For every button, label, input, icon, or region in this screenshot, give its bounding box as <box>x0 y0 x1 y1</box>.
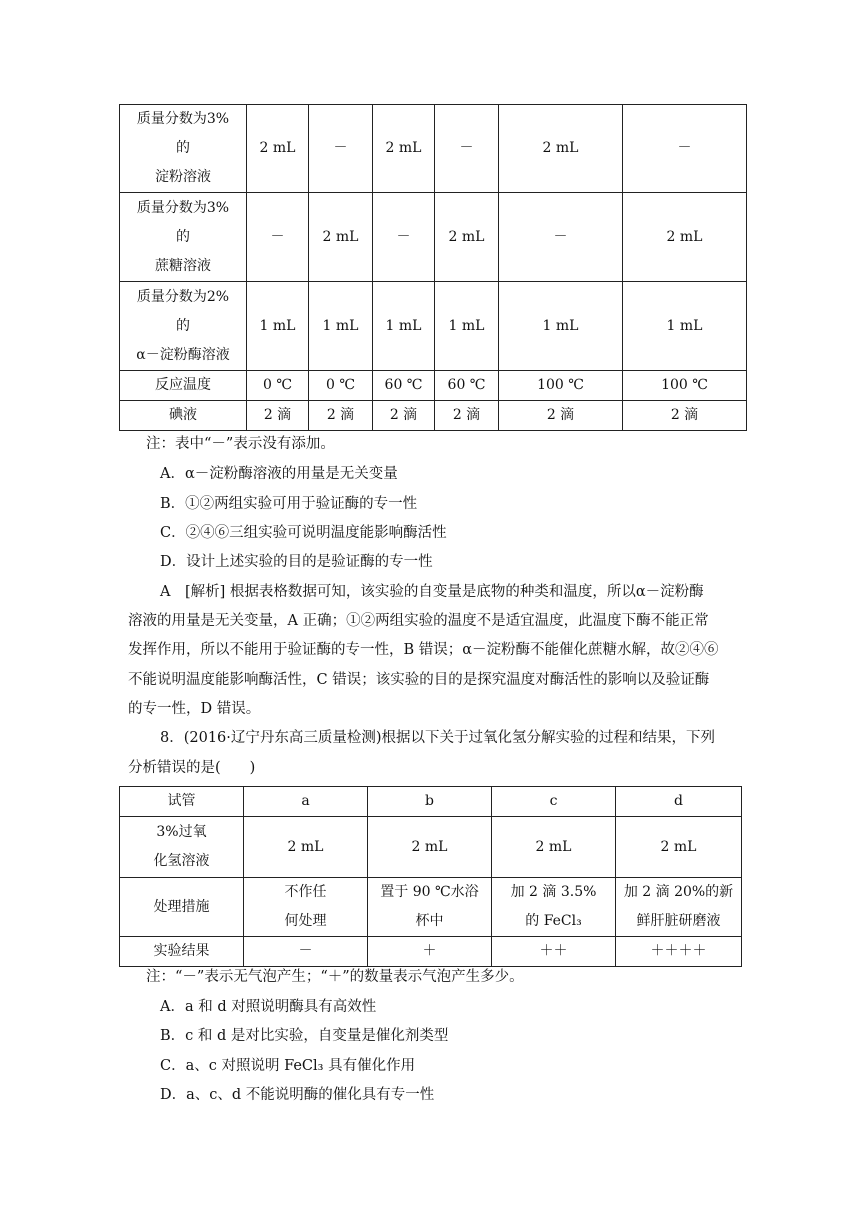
table-cell <box>616 817 742 878</box>
option-a: A．α－淀粉酶溶液的用量是无关变量 <box>160 466 398 482</box>
header-cell: c <box>492 787 616 817</box>
option-b: B．①②两组实验可用于验证酶的专一性 <box>160 496 418 512</box>
table-cell: 1 mL <box>309 282 373 371</box>
table-cell: 0 ℃ <box>309 371 373 401</box>
table-row <box>120 193 747 282</box>
table-cell: 2 滴 <box>373 401 435 431</box>
table-cell: 1 mL <box>623 282 747 371</box>
table-row <box>120 371 747 401</box>
table-cell: 0 ℃ <box>247 371 309 401</box>
table-note: 注：表中“－”表示没有添加。 <box>146 436 335 452</box>
table-cell: 1 mL <box>499 282 623 371</box>
table-cell: 2 滴 <box>435 401 499 431</box>
cell-text: 的 FeCl₃ <box>525 913 582 929</box>
table-cell: 2 mL <box>499 105 623 193</box>
cell-text: 处理措施 <box>153 898 210 915</box>
cell-text: 2 mL <box>287 838 324 855</box>
analysis-line: 发挥作用，所以不能用于验证酶的专一性，B 错误；α－淀粉酶不能催化蔗糖水解，故②④⑥ <box>128 642 719 658</box>
table-cell <box>492 878 616 937</box>
cell-text: 反应温度 <box>155 377 211 393</box>
table-row <box>120 105 747 193</box>
cell-text: 质量分数为3% <box>136 199 230 216</box>
table-cell: 60 ℃ <box>373 371 435 401</box>
analysis-line: 的专一性，D 错误。 <box>128 701 261 717</box>
cell-text: 3%过氧 <box>156 824 207 840</box>
table-cell: － <box>373 193 435 282</box>
cell-text: 杯中 <box>415 913 444 929</box>
cell-text: － <box>298 943 313 959</box>
table-cell <box>616 878 742 937</box>
table-cell: 1 mL <box>373 282 435 371</box>
cell-text: 的 <box>176 228 190 245</box>
table-cell: 2 滴 <box>247 401 309 431</box>
table-cell: 2 mL <box>623 193 747 282</box>
analysis-line: 不能说明温度能影响酶活性，C 错误；该实验的目的是探究温度对酶活性的影响以及验证酶 <box>128 672 710 688</box>
table-cell <box>368 878 492 937</box>
cell-text: 2 mL <box>535 838 572 855</box>
option-c: C．②④⑥三组实验可说明温度能影响酶活性 <box>160 525 447 541</box>
cell-text: 碘液 <box>169 407 197 423</box>
cell-text: 的 <box>176 140 190 156</box>
header-cell: a <box>244 787 368 817</box>
table-cell <box>616 937 742 967</box>
option-d: D．a、c、d 不能说明酶的催化具有专一性 <box>160 1087 435 1103</box>
enzyme-experiment-table <box>119 104 747 431</box>
table-cell <box>492 817 616 878</box>
row-label <box>120 371 247 401</box>
table-cell: － <box>435 105 499 193</box>
cell-text: ＋＋ <box>539 943 568 959</box>
cell-text: α－淀粉酶溶液 <box>136 346 230 363</box>
table-row <box>120 878 742 937</box>
table-cell: 100 ℃ <box>623 371 747 401</box>
row-label <box>120 282 247 371</box>
row-label <box>120 105 247 193</box>
row-label <box>120 193 247 282</box>
option-a: A．a 和 d 对照说明酶具有高效性 <box>160 999 377 1015</box>
table-header-row <box>120 787 742 817</box>
table-cell: 2 滴 <box>623 401 747 431</box>
question-stem: 8．(2016·辽宁丹东高三质量检测)根据以下关于过氧化氢分解实验的过程和结果，下列 <box>160 730 716 746</box>
table-cell: 60 ℃ <box>435 371 499 401</box>
cell-text: 淀粉溶液 <box>155 169 211 185</box>
table-cell: 2 mL <box>373 105 435 193</box>
cell-text: 不作任 <box>284 884 327 900</box>
table-cell: － <box>309 105 373 193</box>
header-cell: b <box>368 787 492 817</box>
table-row <box>120 401 747 431</box>
table-cell: － <box>499 193 623 282</box>
row-label <box>120 401 247 431</box>
table-cell <box>368 817 492 878</box>
cell-text: 鲜肝脏研磨液 <box>636 913 721 929</box>
hydrogen-peroxide-table <box>119 786 742 967</box>
table-cell: － <box>623 105 747 193</box>
row-label <box>120 878 244 937</box>
question-stem: 分析错误的是( ) <box>128 760 256 776</box>
analysis-line: 溶液的用量是无关变量，A 正确；①②两组实验的温度不是适宜温度，此温度下酶不能正常 <box>128 613 709 629</box>
table-note: 注：“－”表示无气泡产生；“＋”的数量表示气泡产生多少。 <box>146 969 524 985</box>
cell-text: 2 mL <box>660 838 697 855</box>
table-cell <box>244 878 368 937</box>
option-d: D．设计上述实验的目的是验证酶的专一性 <box>160 554 433 570</box>
option-b: B．c 和 d 是对比实验，自变量是催化剂类型 <box>160 1028 449 1044</box>
table-cell: － <box>247 193 309 282</box>
table-cell: 100 ℃ <box>499 371 623 401</box>
table-cell: 1 mL <box>435 282 499 371</box>
cell-text: 实验结果 <box>153 943 210 959</box>
cell-text: 质量分数为3% <box>136 111 230 127</box>
table-cell: 2 mL <box>435 193 499 282</box>
header-cell: 试管 <box>120 787 244 817</box>
cell-text: 加 2 滴 20%的新 <box>623 884 734 900</box>
cell-text: 加 2 滴 3.5% <box>510 884 597 900</box>
cell-text: ＋＋＋＋ <box>650 943 707 959</box>
table-cell: 2 滴 <box>499 401 623 431</box>
table-cell <box>368 937 492 967</box>
table-row <box>120 282 747 371</box>
row-label <box>120 817 244 878</box>
cell-text: 化氢溶液 <box>153 853 210 869</box>
header-cell: d <box>616 787 742 817</box>
option-c: C．a、c 对照说明 FeCl₃ 具有催化作用 <box>160 1058 416 1074</box>
table-cell: 2 mL <box>309 193 373 282</box>
table-cell <box>244 937 368 967</box>
table-cell <box>244 817 368 878</box>
table-cell: 2 mL <box>247 105 309 193</box>
table-row <box>120 817 742 878</box>
table-cell <box>492 937 616 967</box>
cell-text: 何处理 <box>284 913 327 929</box>
table-cell: 2 滴 <box>309 401 373 431</box>
analysis-line: A [解析] 根据表格数据可知，该实验的自变量是底物的种类和温度，所以α－淀粉酶 <box>160 584 704 600</box>
table-cell: 1 mL <box>247 282 309 371</box>
table-row <box>120 937 742 967</box>
cell-text: ＋ <box>422 943 437 959</box>
cell-text: 质量分数为2% <box>136 288 230 305</box>
cell-text: 置于 90 ℃水浴 <box>380 884 479 900</box>
cell-text: 的 <box>176 317 190 334</box>
cell-text: 2 mL <box>411 838 448 855</box>
row-label <box>120 937 244 967</box>
cell-text: 蔗糖溶液 <box>155 257 211 274</box>
